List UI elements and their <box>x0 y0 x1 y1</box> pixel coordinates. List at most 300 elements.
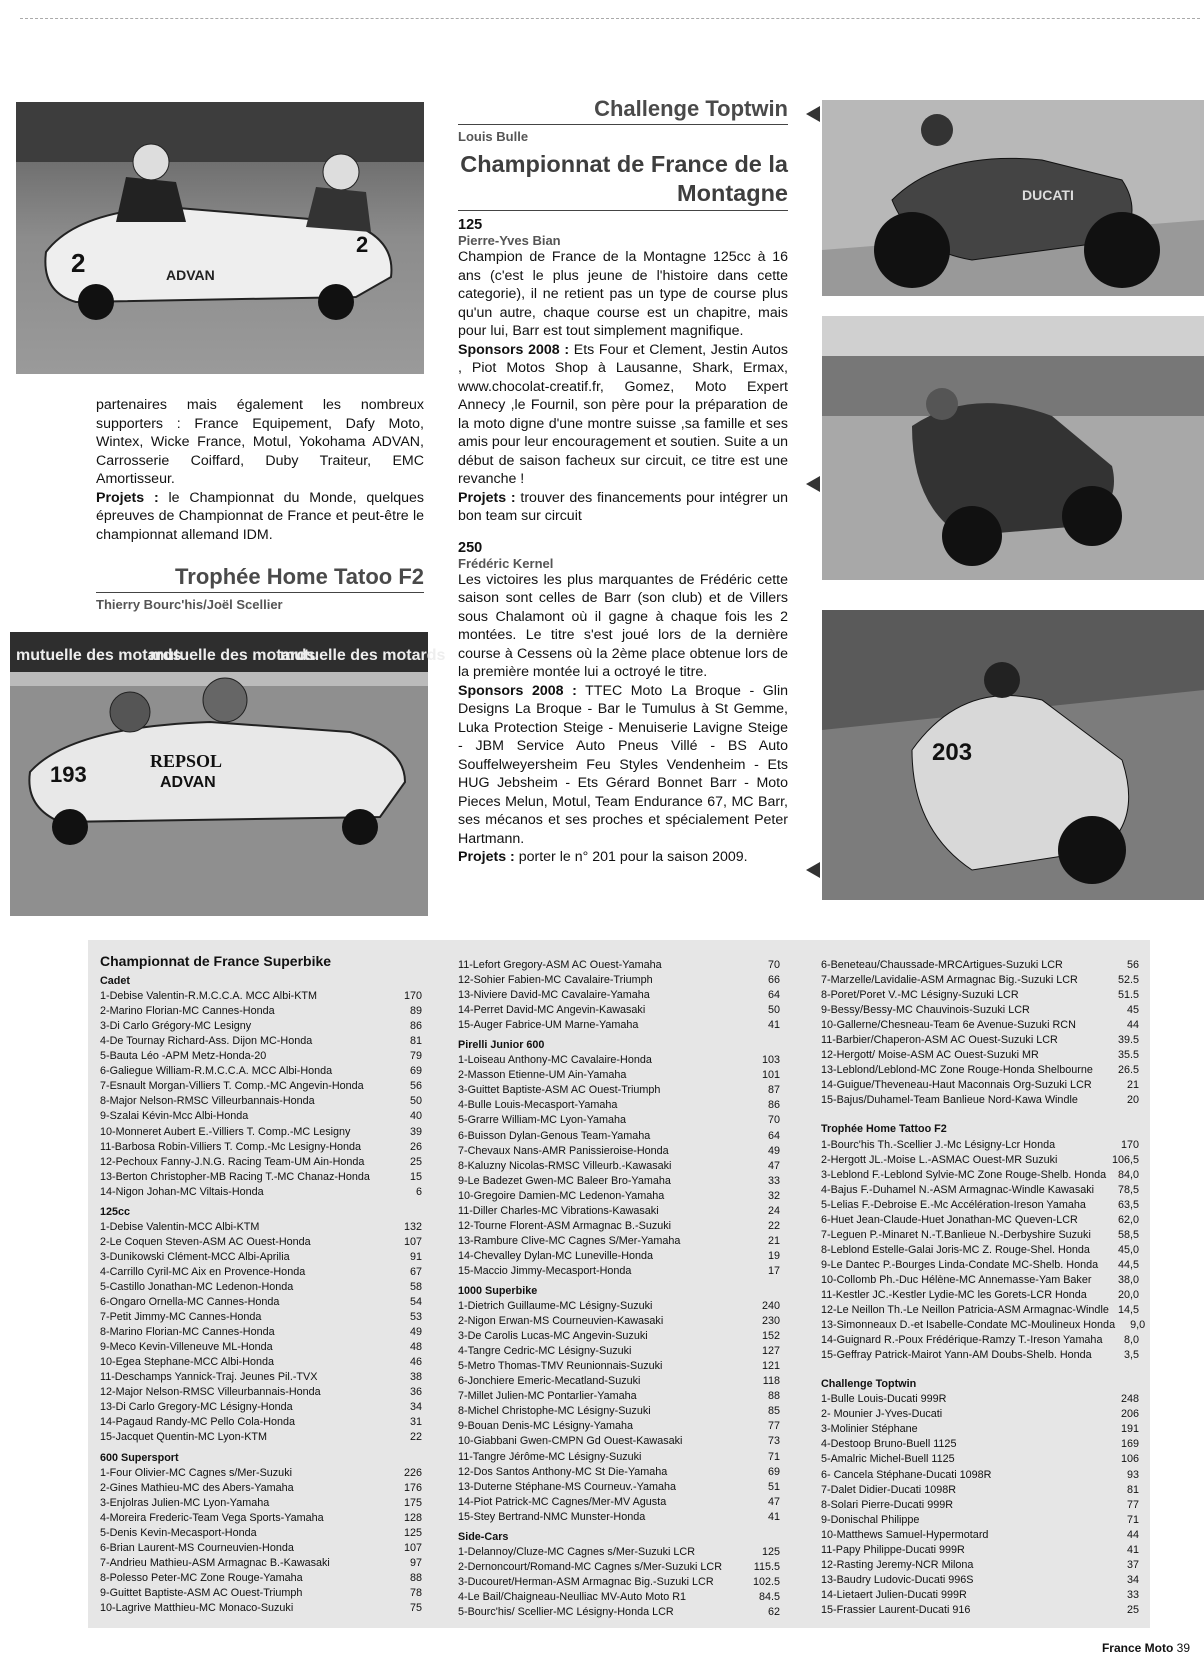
results-subtitle: Challenge Toptwin <box>821 1378 917 1391</box>
result-row <box>821 1318 1146 1333</box>
result-name: 1-Dietrich Guillaume-MC Lésigny-Suzuki <box>458 1300 653 1313</box>
result-name: 13-Simonneaux D.-et Isabelle-Condate MC-Moulineux Honda <box>821 1319 1116 1332</box>
left-projets-text: le Championnat du Monde, quelques épreuves de Championnat de France et peut-être le championnat allemand IDM. <box>96 489 424 543</box>
result-points: 35.5 <box>1117 1049 1139 1062</box>
result-name: 4-Le Bail/Chaigneau-Neulliac MV-Auto Moto R1 <box>458 1590 687 1603</box>
result-name: 8-Kaluzny Nicolas-RMSC Villeurb.-Kawasaki <box>458 1159 672 1172</box>
result-row <box>458 1560 780 1575</box>
result-name: 5-Bauta Léo -APM Metz-Honda-20 <box>100 1050 267 1063</box>
result-name: 11-Deschamps Yannick-Traj. Jeunes Pil.-TVX <box>100 1371 318 1384</box>
result-points: 84.5 <box>758 1590 780 1603</box>
result-points: 46 <box>409 1356 422 1369</box>
result-row <box>100 1385 422 1400</box>
result-row <box>100 1496 422 1511</box>
result-points: 230 <box>761 1315 780 1328</box>
result-row <box>458 1144 780 1159</box>
result-points: 81 <box>1126 1483 1139 1496</box>
result-name: 9-Meco Kevin-Villeneuve ML-Honda <box>100 1341 273 1354</box>
result-row <box>458 1129 780 1144</box>
result-name: 15-Bajus/Duhamel-Team Banlieue Nord-Kawa Windle <box>821 1094 1078 1107</box>
result-points: 49 <box>767 1144 780 1157</box>
result-name: 6-Buisson Dylan-Genous Team-Yamaha <box>458 1129 651 1142</box>
result-row <box>458 1068 780 1083</box>
result-row <box>100 1310 422 1325</box>
result-row <box>100 1019 422 1034</box>
result-points: 69 <box>767 1465 780 1478</box>
result-points: 62,0 <box>1117 1213 1139 1226</box>
result-points: 6 <box>415 1185 422 1198</box>
result-row <box>100 1586 422 1601</box>
result-name: 10-Gallerne/Chesneau-Team 6e Avenue-Suzuki RCN <box>821 1019 1076 1032</box>
result-row <box>821 1273 1139 1288</box>
result-points: 45,0 <box>1117 1243 1139 1256</box>
result-name: 8-Leblond Estelle-Galai Joris-MC Z. Rouge-Shel. Honda <box>821 1243 1090 1256</box>
result-points: 33 <box>1126 1588 1139 1601</box>
result-row <box>821 1333 1139 1348</box>
result-points: 67 <box>409 1265 422 1278</box>
result-points: 75 <box>409 1601 422 1614</box>
result-points: 41 <box>1126 1543 1139 1556</box>
result-name: 14-Piot Patrick-MC Cagnes/Mer-MV Agusta <box>458 1495 667 1508</box>
result-points: 44 <box>1126 1019 1139 1032</box>
result-name: 6- Cancela Stéphane-Ducati 1098R <box>821 1468 992 1481</box>
result-name: 3-Dunikowski Clément-MCC Albi-Aprilia <box>100 1250 290 1263</box>
result-name: 8-Polesso Peter-MC Zone Rouge-Yamaha <box>100 1571 303 1584</box>
result-row <box>821 1483 1139 1498</box>
result-name: 1-Loiseau Anthony-MC Cavalaire-Honda <box>458 1054 652 1067</box>
result-points: 54 <box>409 1296 422 1309</box>
result-name: 9-Szalai Kévin-Mcc Albi-Honda <box>100 1110 249 1123</box>
result-row <box>100 1415 422 1430</box>
result-row <box>821 1603 1139 1618</box>
result-points: 53 <box>409 1311 422 1324</box>
result-row <box>458 1159 780 1174</box>
result-row <box>458 1404 780 1419</box>
result-name: 5-Castillo Jonathan-MC Ledenon-Honda <box>100 1280 294 1293</box>
result-row <box>821 1048 1139 1063</box>
rider-203-photo <box>822 610 1204 900</box>
result-points: 9,0 <box>1130 1319 1146 1332</box>
result-points: 88 <box>767 1390 780 1403</box>
result-row <box>100 1034 422 1049</box>
result-points: 34 <box>1126 1573 1139 1586</box>
result-points: 64 <box>767 1129 780 1142</box>
result-name: 2-Hergott JL.-Moise L.-ASMAC Ouest-MR Suzuki <box>821 1153 1058 1166</box>
results-title: Championnat de France Superbike <box>100 953 332 969</box>
result-name: 11-Tangre Jérôme-MC Lésigny-Suzuki <box>458 1450 642 1463</box>
trophee-author: Thierry Bourc'his/Joël Scellier <box>96 597 283 612</box>
result-row <box>100 1220 422 1235</box>
result-points: 73 <box>767 1435 780 1448</box>
result-points: 36 <box>409 1386 422 1399</box>
result-points: 41 <box>767 1019 780 1032</box>
result-row <box>100 1466 422 1481</box>
result-name: 10-Gregoire Damien-MC Ledenon-Yamaha <box>458 1189 665 1202</box>
result-row <box>100 1601 422 1616</box>
result-points: 45 <box>1126 1004 1139 1017</box>
result-name: 3-Molinier Stéphane <box>821 1423 918 1436</box>
result-points: 62 <box>767 1605 780 1618</box>
result-row <box>821 1063 1139 1078</box>
result-row <box>100 1370 422 1385</box>
pointer-arrow-1 <box>806 106 820 122</box>
result-points: 77 <box>767 1420 780 1433</box>
result-name: 3-Guittet Baptiste-ASM AC Ouest-Triumph <box>458 1084 661 1097</box>
result-name: 5-Grarre William-MC Lyon-Yamaha <box>458 1114 626 1127</box>
result-row <box>458 1450 780 1465</box>
results-category: 1000 Superbike <box>458 1284 538 1297</box>
result-row <box>100 1526 422 1541</box>
result-name: 9-Donischal Philippe <box>821 1513 920 1526</box>
result-points: 152 <box>761 1330 780 1343</box>
result-name: 2-Nigon Erwan-MS Courneuvien-Kawasaki <box>458 1315 664 1328</box>
sidecar-bottom-brand-1: REPSOL <box>150 751 223 771</box>
result-name: 6-Huet Jean-Claude-Huet Jonathan-MC Queven-LCR <box>821 1213 1078 1226</box>
result-points: 71 <box>767 1450 780 1463</box>
page-footer <box>1102 1641 1190 1655</box>
result-row <box>821 1452 1139 1467</box>
c250-author: Frédéric Kernel <box>458 555 554 571</box>
result-name: 9-Le Dantec P.-Bourges Linda-Condate MC-Shelb. Honda <box>821 1258 1099 1271</box>
result-name: 7-Marzelle/Lavidalie-ASM Armagnac Big.-Suzuki LCR <box>821 974 1078 987</box>
result-row <box>100 1265 422 1280</box>
result-points: 121 <box>761 1360 780 1373</box>
ducati-text: DUCATI <box>1022 187 1074 203</box>
result-points: 15 <box>409 1170 422 1183</box>
result-points: 69 <box>409 1065 422 1078</box>
result-name: 1-Four Olivier-MC Cagnes s/Mer-Suzuki <box>100 1466 292 1479</box>
result-name: 10-Egea Stephane-MCC Albi-Honda <box>100 1356 275 1369</box>
pointer-arrow-3 <box>806 862 820 878</box>
results-category: 600 Supersport <box>100 1451 179 1464</box>
result-name: 9-Bessy/Bessy-MC Chauvinois-Suzuki LCR <box>821 1004 1030 1017</box>
result-row <box>100 1170 422 1185</box>
result-row <box>100 1325 422 1340</box>
result-row <box>100 1064 422 1079</box>
result-points: 118 <box>762 1375 780 1388</box>
result-points: 170 <box>1120 1138 1139 1151</box>
result-points: 26.5 <box>1117 1064 1139 1077</box>
result-points: 79 <box>409 1050 422 1063</box>
result-row <box>821 1303 1139 1318</box>
result-name: 12-Sohier Fabien-MC Cavalaire-Triumph <box>458 974 653 987</box>
result-points: 48 <box>409 1341 422 1354</box>
result-points: 20,0 <box>1117 1288 1139 1301</box>
result-name: 10-Monneret Aubert E.-Villiers T. Comp.-MC Lesigny <box>100 1125 351 1138</box>
result-name: 8-Poret/Poret V.-MC Lésigny-Suzuki LCR <box>821 989 1019 1002</box>
result-name: 13-Baudry Ludovic-Ducati 996S <box>821 1573 974 1586</box>
result-row <box>821 1573 1139 1588</box>
result-name: 14-Lietaert Julien-Ducati 999R <box>821 1588 967 1601</box>
result-name: 1-Bourc'his Th.-Scellier J.-Mc Lésigny-Lcr Honda <box>821 1138 1056 1151</box>
result-points: 103 <box>761 1054 780 1067</box>
sidecar-number-text-2: 2 <box>356 232 369 257</box>
c125-sponsors-text: Ets Four et Clement, Jestin Autos , Piot Motos Shop à Lausanne, Shark, Ermax, www.chocolat-creatif.fr, Gomez, Moto Expert Annecy ,le Fournil, son père pour la préparation de la moto digne d'une montre suisse ,sa famille et ses amis pour leur encouragement et soutien. Suite a un début de saison facheux sur circuit, ce titre est une revanche ! <box>458 341 788 487</box>
result-points: 85 <box>767 1405 780 1418</box>
result-row <box>458 1314 780 1329</box>
result-points: 19 <box>767 1249 780 1262</box>
result-row <box>458 1003 780 1018</box>
result-name: 3-Leblond F.-Leblond Sylvie-MC Zone Rouge-Shelb. Honda <box>821 1168 1107 1181</box>
result-points: 71 <box>1126 1513 1139 1526</box>
result-points: 34 <box>409 1401 422 1414</box>
result-name: 1-Debise Valentin-MCC Albi-KTM <box>100 1220 260 1233</box>
result-points: 128 <box>403 1511 422 1524</box>
result-row <box>458 1204 780 1219</box>
result-name: 14-Nigon Johan-MC Viltais-Honda <box>100 1185 264 1198</box>
result-row <box>458 1510 780 1525</box>
result-row <box>458 1545 780 1560</box>
result-points: 89 <box>409 1005 422 1018</box>
c125-author: Pierre-Yves Bian <box>458 233 561 248</box>
result-points: 88 <box>409 1571 422 1584</box>
result-row <box>100 1109 422 1124</box>
ducati-rider-photo <box>822 100 1204 296</box>
result-points: 78 <box>409 1586 422 1599</box>
result-row <box>458 1098 780 1113</box>
result-points: 81 <box>409 1035 422 1048</box>
result-name: 5-Denis Kevin-Mecasport-Honda <box>100 1526 257 1539</box>
result-name: 9-Guittet Baptiste-ASM AC Ouest-Triumph <box>100 1586 303 1599</box>
result-points: 44 <box>1126 1528 1139 1541</box>
footer-brand: France Moto <box>1101 1641 1174 1655</box>
result-name: 15-Auger Fabrice-UM Marne-Yamaha <box>458 1019 639 1032</box>
result-row <box>100 1340 422 1355</box>
result-name: 3-De Carolis Lucas-MC Angevin-Suzuki <box>458 1330 648 1343</box>
result-name: 1-Bulle Louis-Ducati 999R <box>821 1393 947 1406</box>
result-name: 4-Tangre Cedric-MC Lésigny-Suzuki <box>458 1345 632 1358</box>
challenge-author: Louis Bulle <box>458 129 529 144</box>
result-points: 169 <box>1120 1438 1139 1451</box>
result-name: 6-Galiegue William-R.M.C.C.A. MCC Albi-Honda <box>100 1065 333 1078</box>
result-name: 2-Dernoncourt/Romand-MC Cagnes s/Mer-Suzuki LCR <box>458 1560 723 1573</box>
result-name: 7-Leguen P.-Minaret N.-T.Banlieue N.-Derbyshire Suzuki <box>821 1228 1091 1241</box>
result-name: 14-Chevalley Dylan-MC Luneville-Honda <box>458 1249 654 1262</box>
result-points: 70 <box>767 959 780 971</box>
result-row <box>821 1168 1139 1183</box>
results-column-2 <box>458 958 780 1620</box>
result-name: 4-Bulle Louis-Mecasport-Yamaha <box>458 1099 618 1112</box>
result-name: 13-Duterne Stéphane-MS Courneuv.-Yamaha <box>458 1480 677 1493</box>
result-row <box>100 1295 422 1310</box>
c250-text: Les victoires les plus marquantes de Frédéric cette saison sont celles de Barr (son club) et de Villers sous Chalamont où il gagne à chaque fois les 2 montées. Le titre s'est joué lors de la dernière course à Cessens où la 2ème place obtenue lors de la première montée lui a octroyé le titre. <box>458 571 788 680</box>
result-row <box>821 973 1139 988</box>
result-name: 5-Bourc'his/ Scellier-MC Lésigny-Honda LCR <box>458 1605 674 1618</box>
result-row <box>458 1605 780 1620</box>
result-points: 25 <box>409 1155 422 1168</box>
result-name: 8-Solari Pierre-Ducati 999R <box>821 1498 954 1511</box>
result-row <box>458 1465 780 1480</box>
banner-text-1: mutuelle des motards <box>16 647 182 664</box>
result-row <box>821 1018 1139 1033</box>
result-row <box>821 1422 1139 1437</box>
result-points: 240 <box>761 1300 780 1313</box>
result-name: 1-Debise Valentin-R.M.C.C.A. MCC Albi-KTM <box>100 990 317 1003</box>
result-points: 56 <box>1126 959 1139 971</box>
result-row <box>821 1258 1139 1273</box>
result-name: 13-Di Carlo Gregory-MC Lésigny-Honda <box>100 1401 293 1414</box>
result-row <box>100 1140 422 1155</box>
result-row <box>458 973 780 988</box>
result-name: 12-Le Neillon Th.-Le Neillon Patricia-ASM Armagnac-Windle <box>821 1304 1109 1317</box>
left-paragraph-1 <box>96 396 424 544</box>
result-points: 33 <box>767 1174 780 1187</box>
result-row <box>100 1004 422 1019</box>
result-row <box>821 1093 1139 1108</box>
result-row <box>100 1400 422 1415</box>
result-row <box>821 1213 1139 1228</box>
result-row <box>821 1543 1139 1558</box>
result-points: 102.5 <box>752 1575 780 1588</box>
result-points: 37 <box>1126 1558 1139 1571</box>
result-row <box>821 1558 1139 1573</box>
result-name: 12-Pechoux Fanny-J.N.G. Racing Team-UM Ain-Honda <box>100 1155 365 1168</box>
result-points: 106,5 <box>1111 1153 1139 1166</box>
result-row <box>458 1234 780 1249</box>
result-row <box>100 1541 422 1556</box>
result-points: 206 <box>1120 1408 1139 1421</box>
result-name: 1-Delannoy/Cluze-MC Cagnes s/Mer-Suzuki LCR <box>458 1545 696 1558</box>
banner-text-3: mutuelle des motards <box>280 647 446 664</box>
sidecar-number-text: 2 <box>71 248 86 278</box>
result-points: 97 <box>409 1556 422 1569</box>
result-name: 2-Marino Florian-MC Cannes-Honda <box>100 1005 275 1018</box>
result-name: 14-Perret David-MC Angevin-Kawasaki <box>458 1004 646 1017</box>
result-name: 8-Michel Christophe-MC Lésigny-Suzuki <box>458 1405 651 1418</box>
result-row <box>100 1094 422 1109</box>
result-points: 24 <box>767 1204 780 1217</box>
result-row <box>458 1434 780 1449</box>
c250-projets-text: porter le n° 201 pour la saison 2009. <box>514 849 748 865</box>
result-points: 56 <box>409 1080 422 1093</box>
result-points: 226 <box>403 1466 422 1479</box>
result-row <box>458 958 780 973</box>
result-points: 87 <box>767 1084 780 1097</box>
result-points: 20 <box>1126 1094 1139 1107</box>
results-column-3 <box>821 958 1146 1618</box>
result-name: 4-Destoop Bruno-Buell 1125 <box>821 1438 957 1451</box>
result-row <box>100 1571 422 1586</box>
result-row <box>100 1235 422 1250</box>
result-name: 13-Berton Christopher-MB Racing T.-MC Chanaz-Honda <box>100 1170 370 1183</box>
result-row <box>458 1389 780 1404</box>
result-name: 11-Kestler JC.-Kestler Lydie-MC les Gorets-LCR Honda <box>821 1288 1087 1301</box>
result-name: 2-Le Coquen Steven-ASM AC Ouest-Honda <box>100 1235 311 1248</box>
result-row <box>458 1189 780 1204</box>
result-name: 15-Frassier Laurent-Ducati 916 <box>821 1603 971 1616</box>
result-points: 64 <box>767 989 780 1002</box>
result-row <box>458 1344 780 1359</box>
sidecar-photo-bottom <box>10 632 446 916</box>
result-row <box>100 1125 422 1140</box>
result-row <box>821 1288 1139 1303</box>
result-points: 38 <box>409 1371 422 1384</box>
result-name: 10-Collomb Ph.-Duc Hélène-MC Annemasse-Yam Baker <box>821 1273 1092 1286</box>
results-category: Cadet <box>100 975 130 988</box>
result-points: 175 <box>403 1496 422 1509</box>
result-row <box>821 1407 1139 1422</box>
result-name: 4-Bajus F.-Duhamel N.-ASM Armagnac-Windle Kawasaki <box>821 1183 1095 1196</box>
result-name: 7-Petit Jimmy-MC Cannes-Honda <box>100 1311 262 1324</box>
result-row <box>821 1513 1139 1528</box>
result-row <box>458 988 780 1003</box>
result-name: 7-Esnault Morgan-Villiers T. Comp.-MC Angevin-Honda <box>100 1080 364 1093</box>
result-points: 44,5 <box>1117 1258 1139 1271</box>
result-row <box>458 1249 780 1264</box>
challenge-heading: Challenge Toptwin <box>458 96 788 125</box>
result-name: 12-Dos Santos Anthony-MC St Die-Yamaha <box>458 1465 668 1478</box>
result-row <box>458 1053 780 1068</box>
result-points: 91 <box>409 1250 422 1263</box>
result-points: 58,5 <box>1117 1228 1139 1241</box>
result-points: 170 <box>403 990 422 1003</box>
result-row <box>458 1590 780 1605</box>
result-row <box>100 1430 422 1445</box>
result-row <box>100 1079 422 1094</box>
result-points: 49 <box>409 1326 422 1339</box>
result-name: 7-Chevaux Nans-AMR Panissieroise-Honda <box>458 1144 669 1157</box>
result-row <box>821 1138 1139 1153</box>
result-points: 77 <box>1126 1498 1139 1511</box>
result-row <box>458 1374 780 1389</box>
top-dashed-rule <box>20 18 1200 19</box>
result-points: 78,5 <box>1117 1183 1139 1196</box>
result-name: 6-Brian Laurent-MS Courneuvien-Honda <box>100 1541 294 1554</box>
result-row <box>100 1481 422 1496</box>
result-row <box>100 1511 422 1526</box>
result-row <box>821 1198 1139 1213</box>
result-name: 12-Tourne Florent-ASM Armagnac B.-Suzuki <box>458 1219 672 1232</box>
result-row <box>821 1228 1139 1243</box>
result-row <box>821 1588 1139 1603</box>
result-row <box>458 1419 780 1434</box>
c125-projets-label: Projets : <box>458 489 516 506</box>
result-row <box>821 1003 1139 1018</box>
result-points: 63,5 <box>1117 1198 1139 1211</box>
result-name: 11-Diller Charles-MC Vibrations-Kawasaki <box>458 1204 659 1217</box>
result-points: 107 <box>403 1541 422 1554</box>
result-points: 50 <box>767 1004 780 1017</box>
result-name: 2-Gines Mathieu-MC des Abers-Yamaha <box>100 1481 294 1494</box>
result-name: 6-Jonchiere Emeric-Mecatland-Suzuki <box>458 1375 641 1388</box>
result-name: 10-Giabbani Gwen-CMPN Gd Ouest-Kawasaki <box>458 1435 683 1448</box>
result-points: 106 <box>1120 1453 1139 1466</box>
sidecar-bottom-brand-2: ADVAN <box>160 774 216 791</box>
result-points: 47 <box>767 1159 780 1172</box>
result-row <box>821 958 1139 973</box>
result-row <box>100 1556 422 1571</box>
c250-paragraph <box>458 571 788 867</box>
rider-photo-middle <box>822 316 1204 580</box>
result-name: 13-Rambure Clive-MC Cagnes S/Mer-Yamaha <box>458 1234 681 1247</box>
result-name: 10-Lagrive Matthieu-MC Monaco-Suzuki <box>100 1601 294 1614</box>
c250-sponsors-text: TTEC Moto La Broque - Glin Designs La Broque - Bar le Tumulus à St Gemme, Luka Protection Steige - Menuiserie Lavigne Steige - JBM Service Auto Pneus Villé - BS Auto Souffelweyersheim Feu Styles Vendenheim - Ets HUG Jebsheim - Ets Gérard Bonnet Barr - Moto Pieces Melun, Motul, Team Endurance 67, MC Barr, ses mécanos et ses proches et spécialement Peter Hartmann. <box>458 682 788 847</box>
result-name: 5-Amalric Michel-Buell 1125 <box>821 1453 955 1466</box>
result-name: 5-Lelias F.-Debroise E.-Mc Accélération-Ireson Yamaha <box>821 1198 1086 1211</box>
result-points: 51.5 <box>1117 989 1139 1002</box>
result-points: 21 <box>1126 1079 1139 1092</box>
result-points: 39 <box>409 1125 422 1138</box>
left-projets-label: Projets : <box>96 489 159 506</box>
result-name: 15-Stey Bertrand-NMC Munster-Honda <box>458 1510 646 1523</box>
result-name: 7-Andrieu Mathieu-ASM Armagnac B.-Kawasaki <box>100 1556 330 1569</box>
result-points: 8,0 <box>1123 1334 1139 1347</box>
result-row <box>458 1018 780 1033</box>
result-row <box>458 1113 780 1128</box>
results-category: Side-Cars <box>458 1530 509 1543</box>
result-points: 41 <box>767 1510 780 1523</box>
result-name: 4-De Tournay Richard-Ass. Dijon MC-Honda <box>100 1035 313 1048</box>
